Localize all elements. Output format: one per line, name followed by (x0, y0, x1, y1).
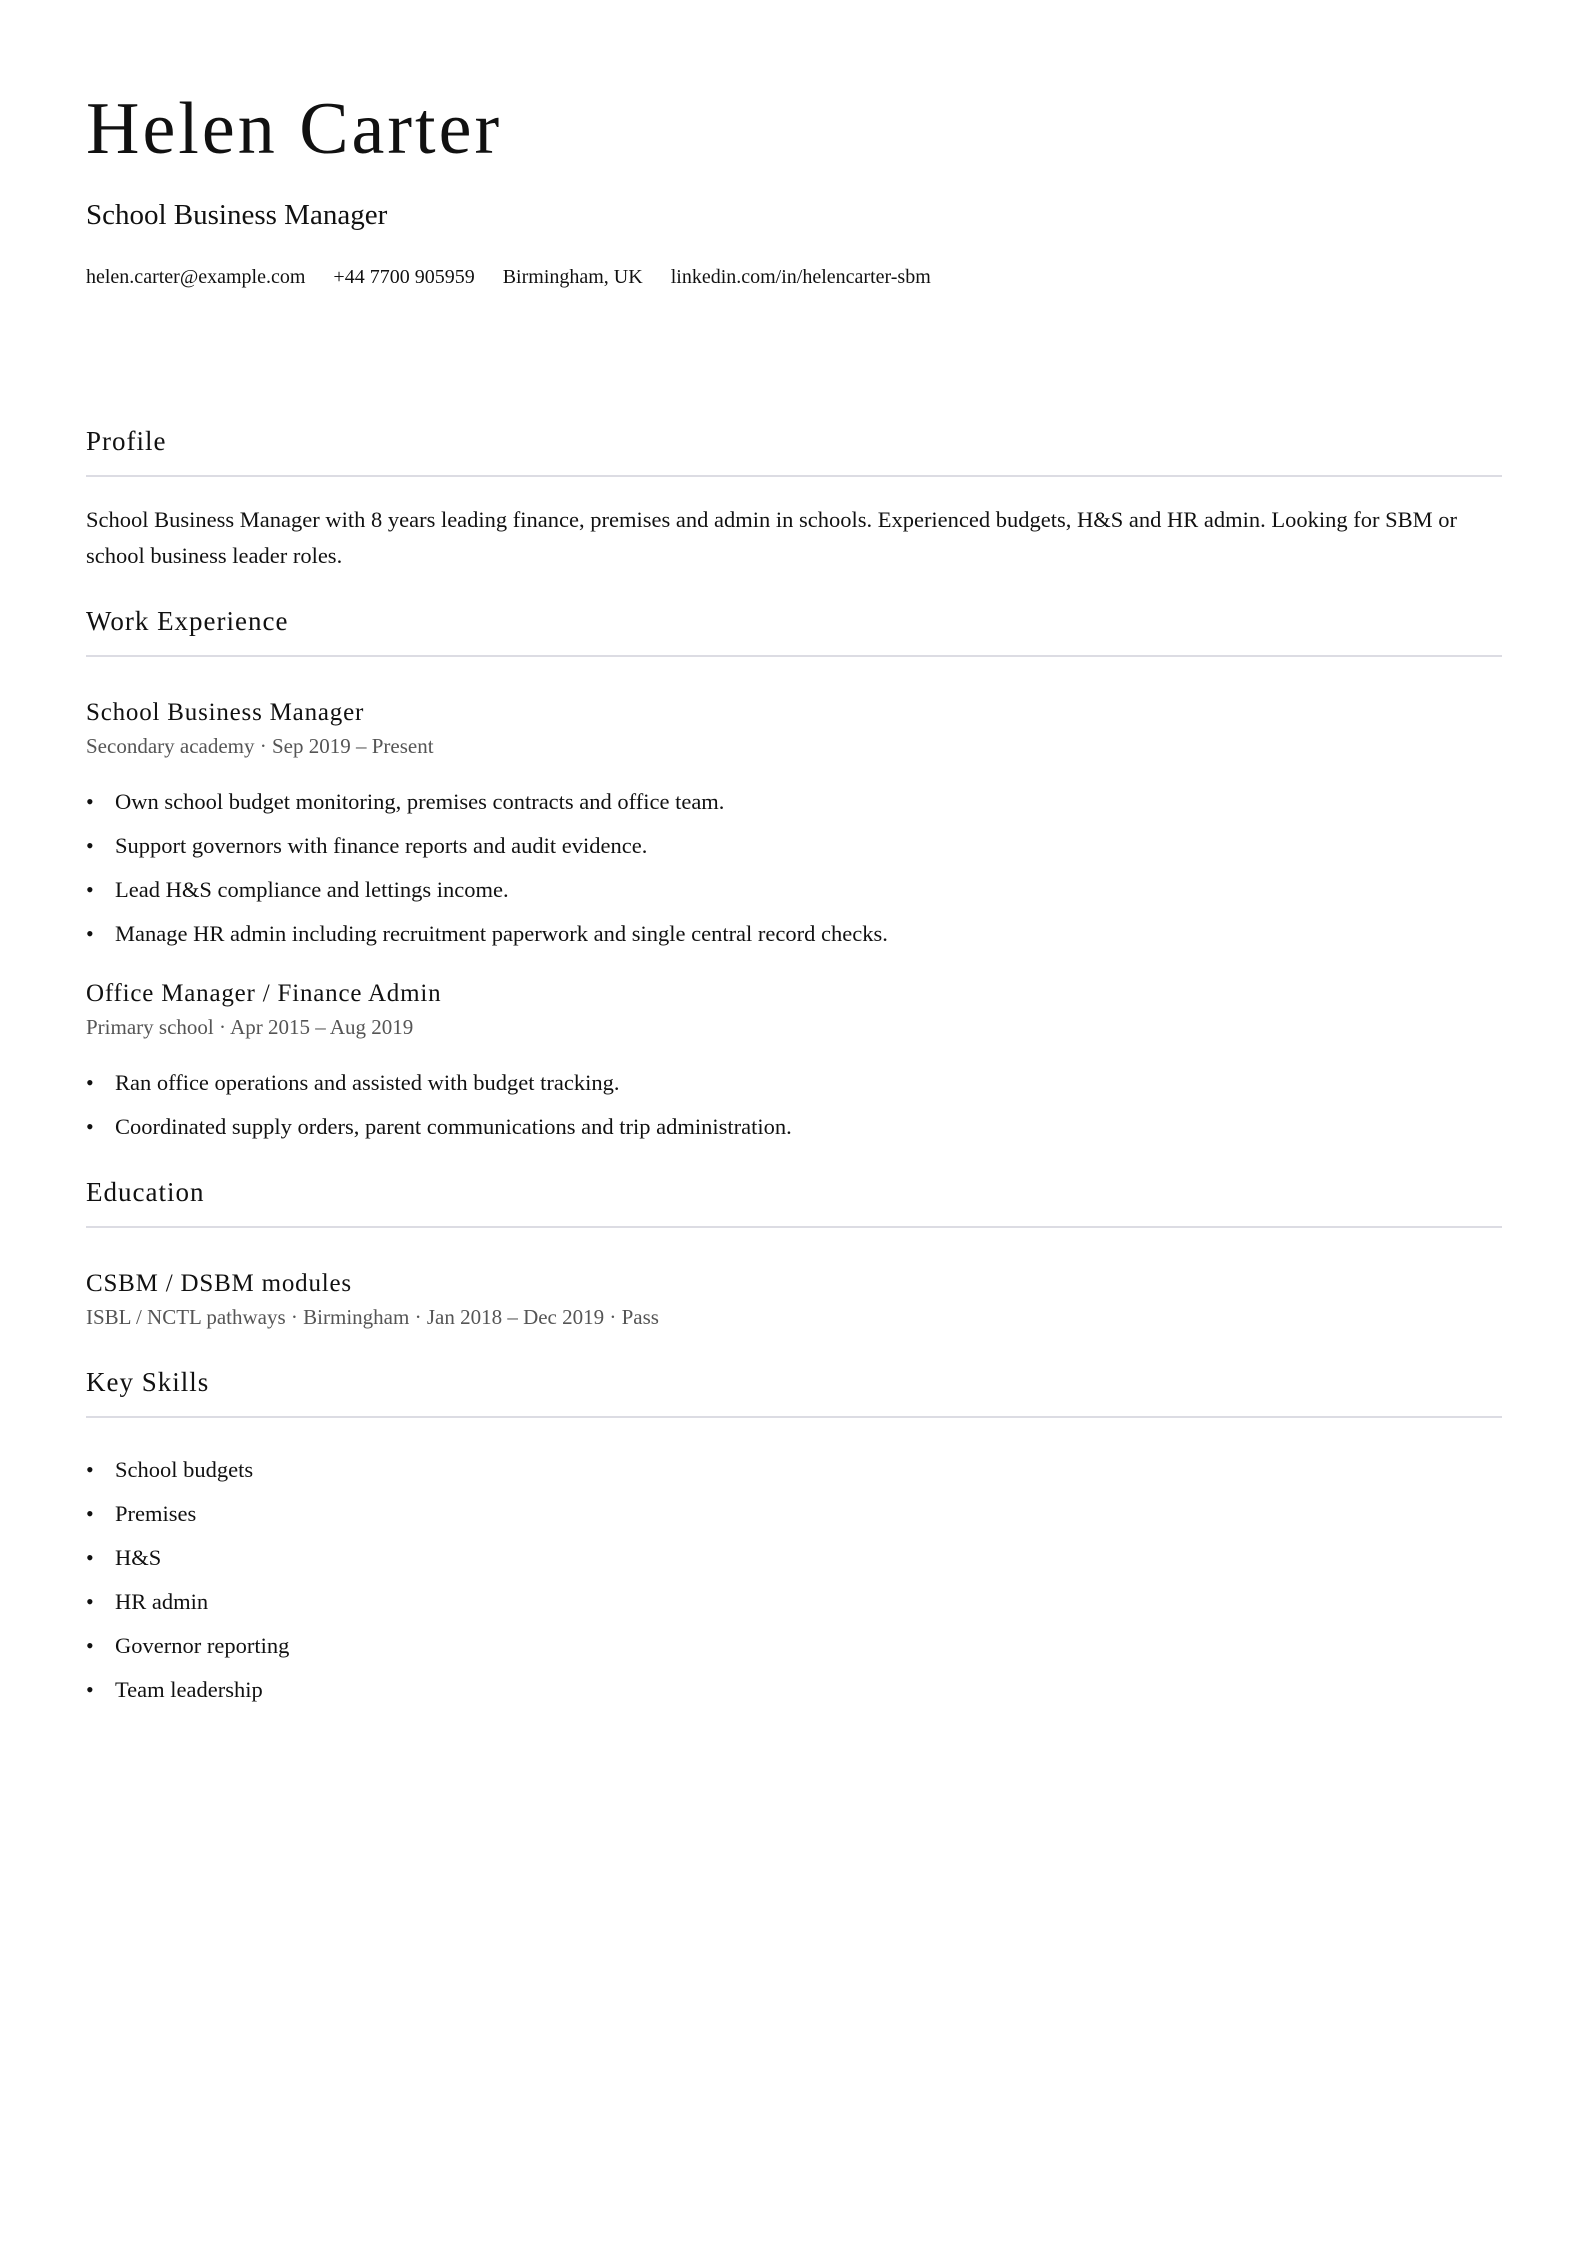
contact-linkedin: linkedin.com/in/helencarter-sbm (670, 266, 931, 288)
list-item: • Governor reporting (86, 1624, 289, 1668)
education-meta: ISBL / NCTL pathways · Birmingham · Jan 2018 – Dec 2019 · Pass (86, 1305, 659, 1329)
candidate-headline: School Business Manager (86, 199, 388, 231)
list-item: • Ran office operations and assisted with budget tracking. (86, 1061, 792, 1105)
list-item: • H&S (86, 1536, 289, 1580)
section-divider (86, 655, 1502, 657)
list-item: • Coordinated supply orders, parent communications and trip administration. (86, 1105, 792, 1149)
list-item: • School budgets (86, 1448, 289, 1492)
bullet-icon: • (86, 789, 94, 814)
bullet-icon: • (86, 1545, 94, 1570)
job-meta: Primary school · Apr 2015 – Aug 2019 (86, 1015, 414, 1039)
bullet-icon: • (86, 1633, 94, 1658)
contact-email: helen.carter@example.com (86, 266, 306, 288)
section-divider (86, 1226, 1502, 1228)
section-title-profile: Profile (86, 426, 167, 456)
job-meta: Secondary academy · Sep 2019 – Present (86, 734, 434, 758)
section-divider (86, 1416, 1502, 1418)
bullet-icon: • (86, 1501, 94, 1526)
job-bullet-list (86, 780, 888, 956)
job-title: Office Manager / Finance Admin (86, 980, 442, 1007)
bullet-icon: • (86, 833, 94, 858)
bullet-icon: • (86, 1114, 94, 1139)
skills-list (86, 1448, 289, 1712)
profile-summary: School Business Manager with 8 years leading finance, premises and admin in schools. Experienced budgets, H&S and HR admin. Looking for SBM or school business leader roles. (86, 507, 1458, 568)
bullet-icon: • (86, 877, 94, 902)
section-title-experience: Work Experience (86, 606, 289, 636)
section-title-skills: Key Skills (86, 1367, 210, 1397)
list-item: • Manage HR admin including recruitment paperwork and single central record checks. (86, 912, 888, 956)
section-title-education: Education (86, 1177, 205, 1207)
bullet-icon: • (86, 1070, 94, 1095)
bullet-icon: • (86, 1677, 94, 1702)
list-item: • Support governors with finance reports and audit evidence. (86, 824, 888, 868)
candidate-name: Helen Carter (86, 88, 503, 170)
list-item: • Lead H&S compliance and lettings income. (86, 868, 888, 912)
bullet-icon: • (86, 1457, 94, 1482)
contact-location: Birmingham, UK (502, 266, 643, 288)
list-item: • Own school budget monitoring, premises contracts and office team. (86, 780, 888, 824)
job-bullet-list (86, 1061, 792, 1149)
list-item: • HR admin (86, 1580, 289, 1624)
contact-phone: +44 7700 905959 (333, 266, 475, 288)
list-item: • Team leadership (86, 1668, 289, 1712)
bullet-icon: • (86, 921, 94, 946)
education-title: CSBM / DSBM modules (86, 1270, 352, 1297)
bullet-icon: • (86, 1589, 94, 1614)
contact-line (86, 265, 931, 289)
list-item: • Premises (86, 1492, 289, 1536)
section-divider (86, 475, 1502, 477)
job-title: School Business Manager (86, 699, 365, 726)
